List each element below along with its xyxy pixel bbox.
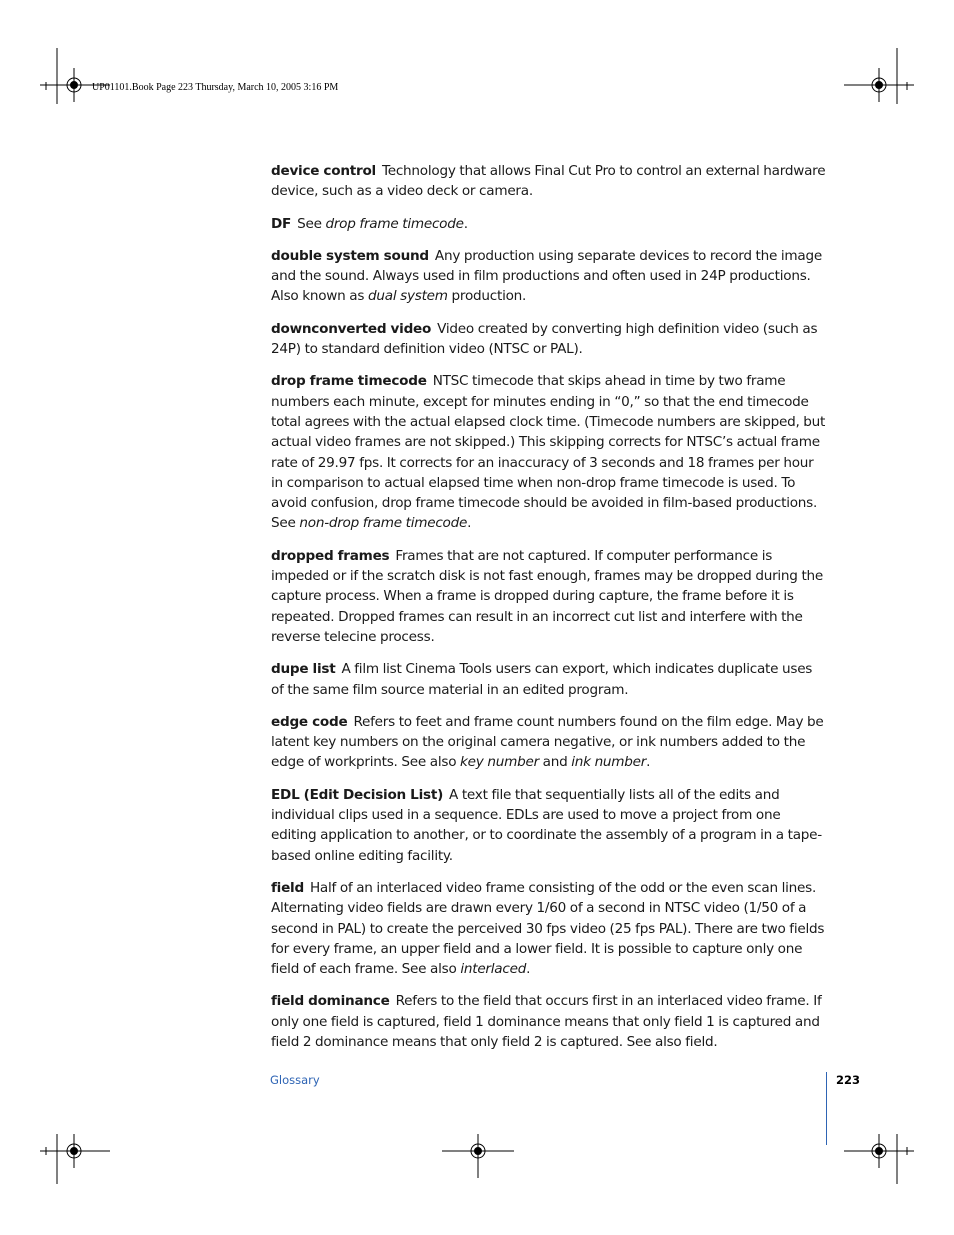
- glossary-entry: [271, 161, 827, 202]
- glossary-cross-reference: key number: [460, 754, 539, 771]
- glossary-entry: [271, 785, 827, 866]
- footer-divider: [826, 1072, 827, 1145]
- glossary-definition-text: Half of an interlaced video frame consisting of the odd or the even scan lines. Alternating video fields are drawn every 1/60 of a second in NTSC video (1/50 of a second in PAL) to create the perceived 30 fps video (25 fps PAL). There are two fields for every frame, an upper field and a lower field. It is possible to capture only one field of each frame. See also: [271, 879, 825, 978]
- glossary-term: dupe list: [271, 661, 336, 678]
- glossary-term: field: [271, 879, 304, 896]
- glossary-term: EDL (Edit Decision List): [271, 786, 444, 803]
- glossary-term: device control: [271, 163, 376, 179]
- glossary-definition-text: Any production using separate devices to record the image and the sound. Always used in film productions and often used in 24P productions. Also known as: [271, 247, 822, 305]
- glossary-term: edge code: [271, 713, 348, 730]
- page-number: 223: [836, 1073, 861, 1087]
- glossary-definition-text: A film list Cinema Tools users can export, which indicates duplicate uses of the same film source material in an edited program.: [271, 661, 813, 698]
- glossary-definition-text: .: [526, 961, 531, 978]
- glossary-definition-text: .: [463, 215, 468, 232]
- glossary-entry: [271, 371, 827, 533]
- glossary-definition-text: Technology that allows Final Cut Pro to control an external hardware device, such as a video deck or camera.: [271, 163, 826, 200]
- glossary-term: drop frame timecode: [271, 373, 427, 390]
- glossary-term: DF: [271, 215, 292, 232]
- glossary-cross-reference: dual system: [368, 288, 448, 305]
- glossary-entry: [271, 319, 827, 360]
- glossary-term: double system sound: [271, 247, 429, 264]
- glossary-term: field dominance: [271, 993, 390, 1010]
- glossary-entry: [271, 878, 827, 979]
- glossary-definition-text: A text file that sequentially lists all of the edits and individual clips used in a sequence. EDLs are used to move a project from one editing application to another, or to coordinate the assembly of a program in a tape-based online editing facility.: [271, 786, 822, 864]
- glossary-cross-reference: interlaced: [460, 961, 527, 978]
- glossary-definition-text: .: [646, 754, 651, 771]
- footer-section-label: Glossary: [270, 1073, 320, 1087]
- glossary-entry: [271, 246, 827, 307]
- glossary-cross-reference: drop frame timecode: [325, 215, 464, 232]
- glossary-definition-text: NTSC timecode that skips ahead in time by two frame numbers each minute, except for minutes ending in “0,” so that the end timecode total agrees with the actual elapsed clock time. (Timecode numbers are skipped, but actual video frames are not skipped.) This skipping corrects for NTSC’s actual frame rate of 29.97 fps. It corrects for an inaccuracy of 3 seconds and 18 frames per hour in comparison to actual elapsed time when non-drop frame timecode is used. To avoid confusion, drop frame timecode should be avoided in film-based productions. See: [271, 373, 826, 532]
- glossary-entries: [271, 161, 827, 1064]
- glossary-cross-reference: ink number: [571, 754, 647, 771]
- glossary-definition-text: .: [467, 515, 472, 532]
- glossary-definition-text: Video created by converting high definition video (such as 24P) to standard definition video (NTSC or PAL).: [271, 320, 818, 358]
- glossary-definition-text: and: [538, 754, 572, 771]
- glossary-term: dropped frames: [271, 547, 390, 564]
- glossary-entry: [271, 659, 827, 700]
- glossary-definition-text: Frames that are not captured. If computer performance is impeded or if the scratch disk is not fast enough, frames may be dropped during the capture process. When a frame is dropped during capture, the frame before it is repeated. Dropped frames can result in an incorrect cut list and interfere with the reverse telecine process.: [271, 547, 824, 645]
- glossary-term: downconverted video: [271, 320, 432, 337]
- glossary-entry: [271, 546, 827, 647]
- glossary-entry: [271, 991, 827, 1052]
- glossary-definition-text: Refers to the field that occurs first in an interlaced video frame. If only one field is captured, field 1 dominance means that only field 1 is captured and field 2 dominance means that only field 2 is captured. See also field.: [271, 993, 822, 1050]
- glossary-cross-reference: non-drop frame timecode: [299, 515, 468, 532]
- glossary-definition-text: See: [297, 215, 326, 232]
- glossary-definition-text: Refers to feet and frame count numbers found on the film edge. May be latent key numbers on the original camera negative, or ink numbers added to the edge of workprints. See also: [271, 713, 824, 771]
- print-slug: UP01101.Book Page 223 Thursday, March 10, 2005 3:16 PM: [92, 82, 339, 93]
- glossary-entry: [271, 712, 827, 773]
- glossary-definition-text: production.: [447, 288, 527, 305]
- glossary-entry: [271, 214, 827, 234]
